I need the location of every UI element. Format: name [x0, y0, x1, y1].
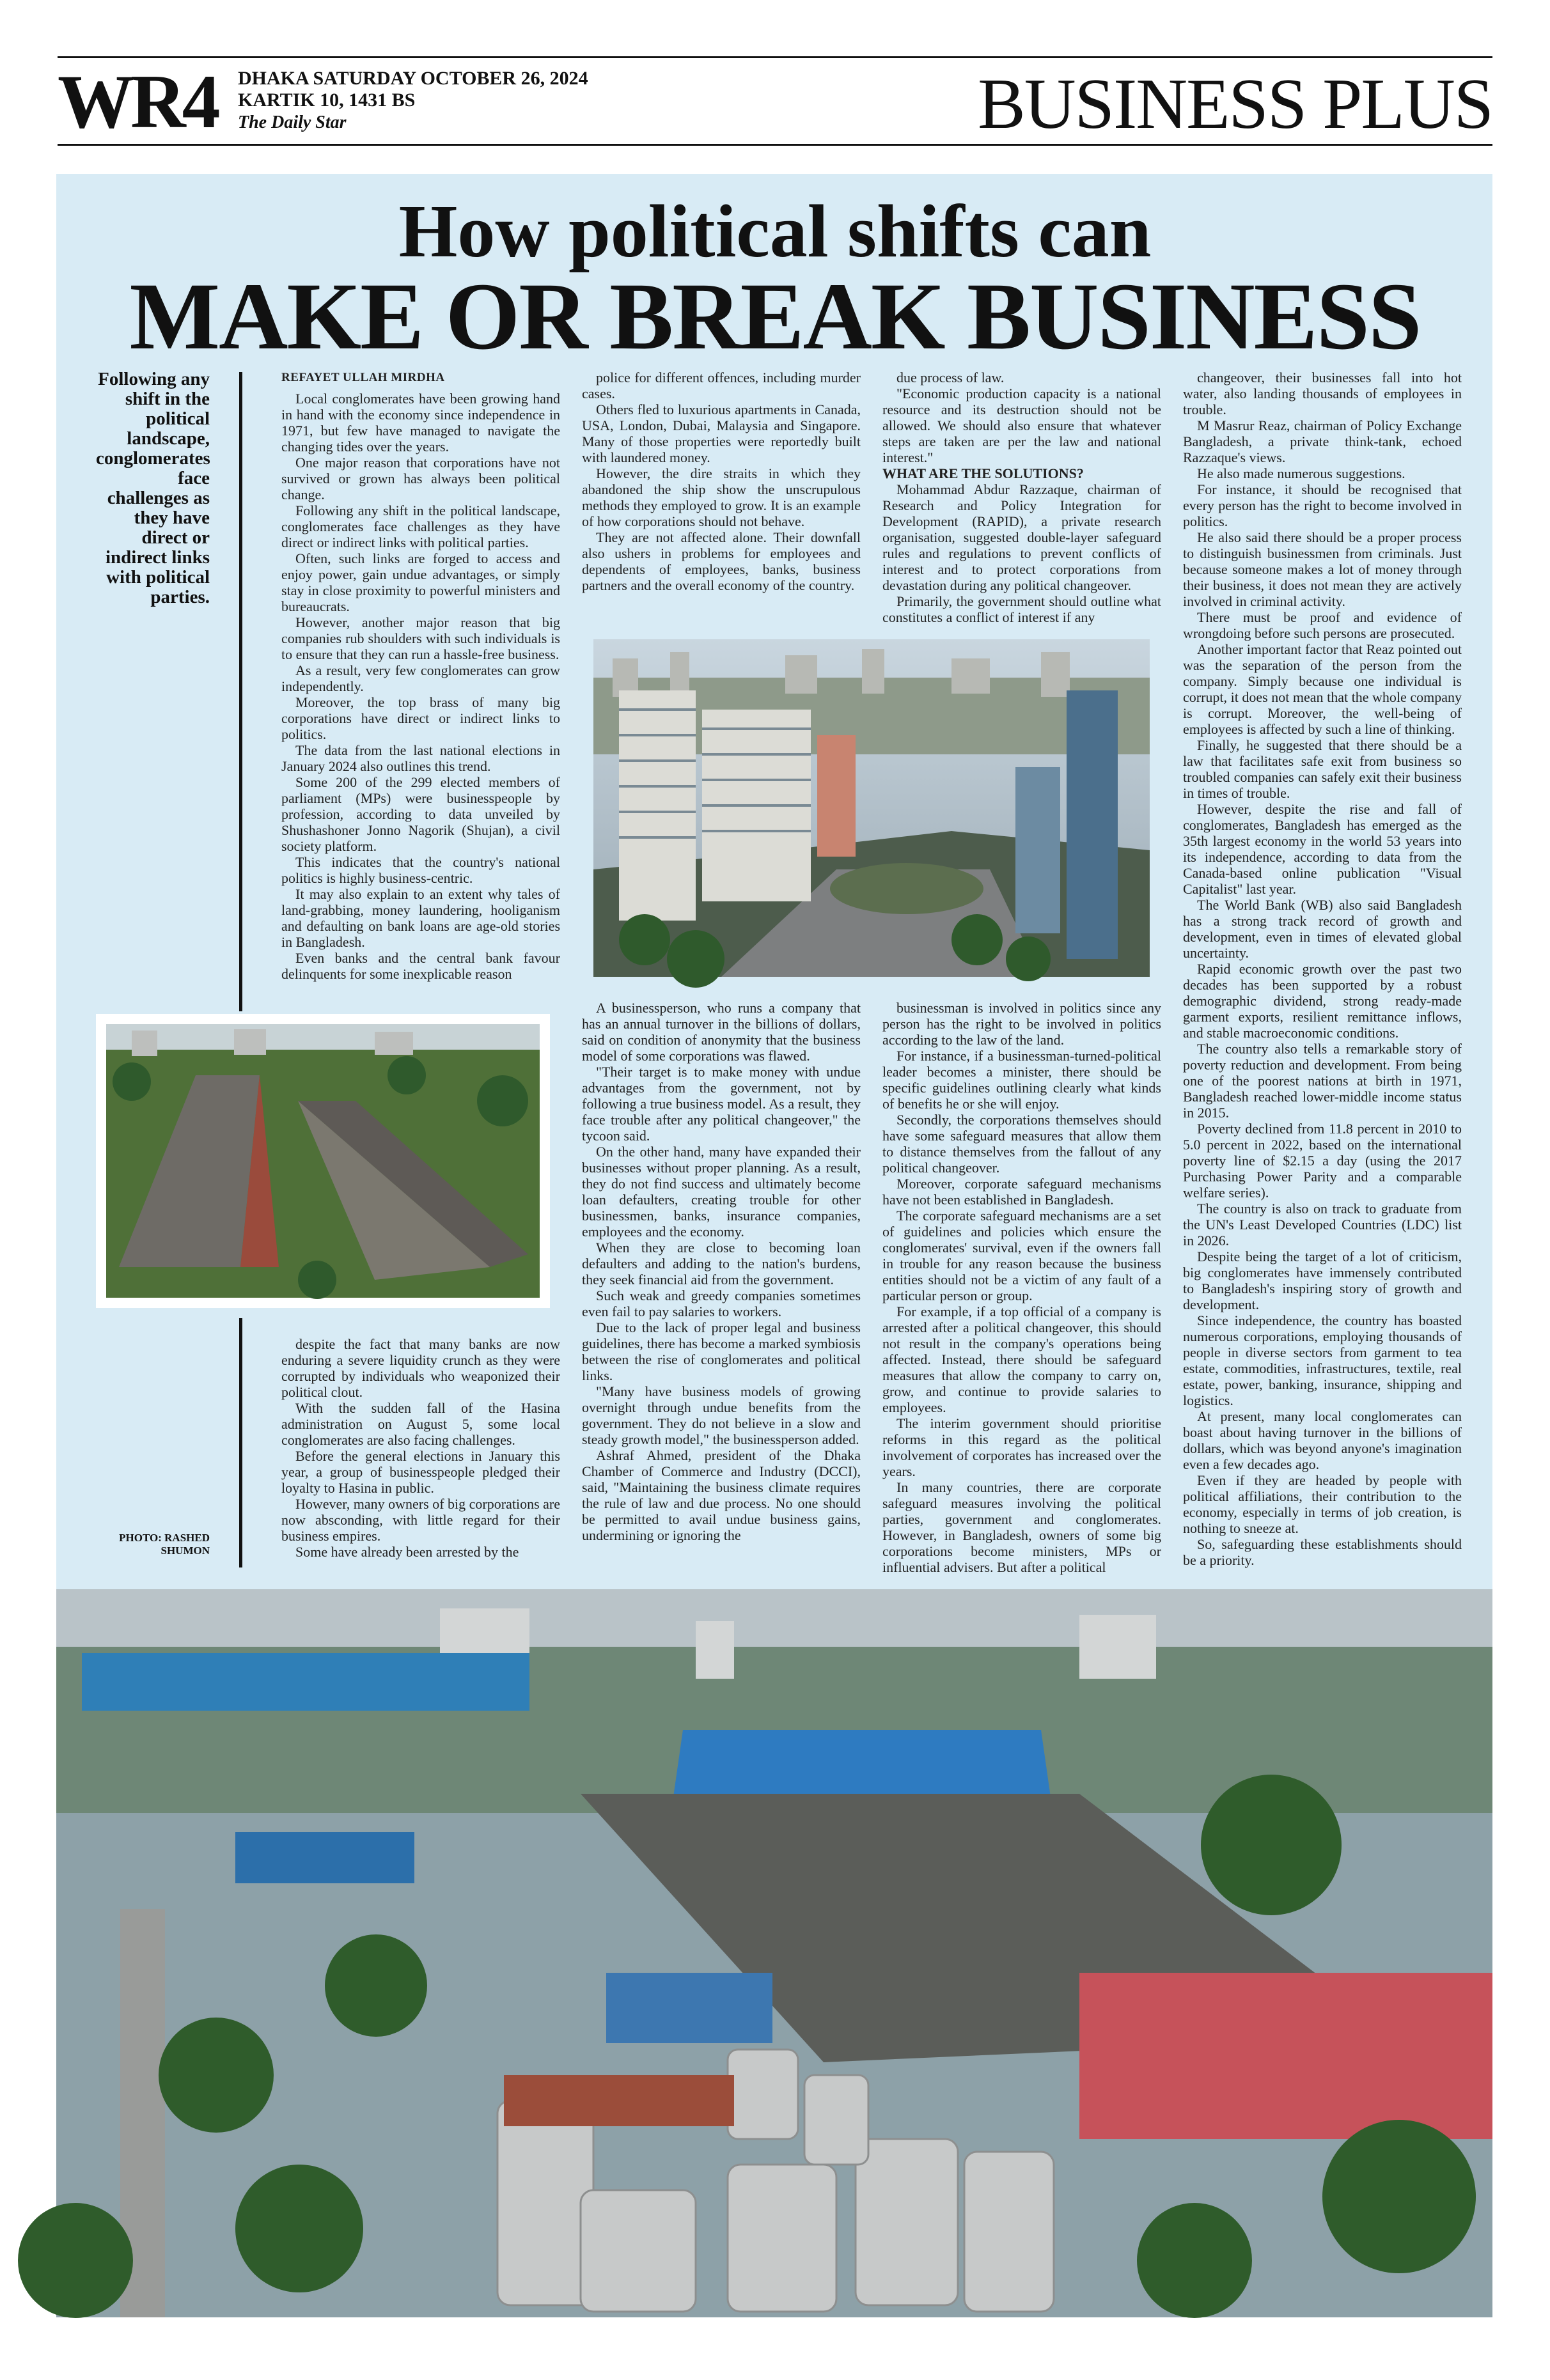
paragraph: police for different offences, including murder cases. — [582, 369, 861, 401]
paragraph: Following any shift in the political landscape, conglomerates face challenges as they have direct or indirect links with political parties. — [281, 502, 560, 550]
paragraph: Despite being the target of a lot of criticism, big conglomerates have immensely contributed to Bangladesh's inspiring story of growth and development. — [1183, 1248, 1462, 1312]
deck-quote: Following any shift in the political landscape, conglomerates face challenges as they have direct or indirect links with political parties. — [96, 369, 210, 607]
paragraph: Local conglomerates have been growing hand in hand with the economy since independence in 1971, but few have managed to navigate the changing tides over the years. — [281, 391, 560, 455]
industrial-aerial-photo — [56, 1589, 1492, 2317]
paragraph: For instance, it should be recognised that every person has the right to become involved in politics. — [1183, 481, 1462, 529]
paragraph: M Masrur Reaz, chairman of Policy Exchange Bangladesh, a private think-tank, echoed Razzaque's views. — [1183, 417, 1462, 465]
paragraph: Due to the lack of proper legal and business guidelines, there has become a marked symbiosis between the rise of conglomerates and political links. — [582, 1319, 861, 1383]
paragraph: As a result, very few conglomerates can grow independently. — [281, 662, 560, 694]
paragraph: Others fled to luxurious apartments in Canada, USA, London, Dubai, Malaysia and Singapore. Many of those properties were reportedly built with laundered money. — [582, 401, 861, 465]
paragraph: In many countries, there are corporate safeguard measures involving the political parties, government and conglomerates. However, in Bangladesh, owners of some big corporations become ministers, MPs or influential advisers. But after a political — [882, 1479, 1161, 1575]
paragraph: "Many have business models of growing overnight through undue benefits from the government. They do not believe in a slow and steady growth model," the businessperson added. — [582, 1383, 861, 1447]
paragraph: At present, many local conglomerates can boast about having turnover in the billions of dollars, which was beyond anyone's imagination even a few decades ago. — [1183, 1408, 1462, 1472]
factory-photo — [106, 1024, 540, 1298]
byline: REFAYET ULLAH MIRDHA — [281, 371, 445, 384]
dateline-bengali: KARTIK 10, 1431 BS — [238, 89, 416, 111]
paragraph: Poverty declined from 11.8 percent in 2010 to 5.0 percent in 2022, based on the international poverty line of $2.15 a day (using the 2017 Purchasing Power Parity and a comparable welfare series). — [1183, 1121, 1462, 1201]
paragraph: It may also explain to an extent why tales of land-grabbing, money laundering, hooliganism and defaulting on bank loans are age-old stories in Bangladesh. — [281, 886, 560, 950]
paragraph: businessman is involved in politics since any person has the right to be involved in politics according to the law of the land. — [882, 1000, 1161, 1048]
industrial-illustration — [56, 1589, 1492, 2317]
paragraph: One major reason that corporations have not survived or grown has always been political change. — [281, 455, 560, 502]
paragraph: However, another major reason that big companies rub shoulders with such individuals is to ensure that they can run a hassle-free business. — [281, 614, 560, 662]
paragraph: He also said there should be a proper process to distinguish businessmen from criminals. Just because someone makes a lot of money through their business, it does not mean they are actively involved in criminal activity. — [1183, 529, 1462, 609]
paragraph: Another important factor that Reaz pointed out was the separation of the person from the company. Simply because one individual is corrupt, it does not mean that the whole company is corrupt. Moreover, the well-being of employees is affected by such a line of thinking. — [1183, 641, 1462, 737]
paragraph: The interim government should prioritise reforms in this regard as the political involvement of corporates has increased over the years. — [882, 1415, 1161, 1479]
paragraph: Rapid economic growth over the past two decades has been supported by a robust demographic dividend, strong ready-made garment exports, resilient remittance inflows, and stable macroeconomic conditions. — [1183, 961, 1462, 1041]
paragraph: Ashraf Ahmed, president of the Dhaka Chamber of Commerce and Industry (DCCI), said, "Maintaining the business climate requires the rule of law and due process. No one should be permitted to avail undue business gains, undermining or ignoring the — [582, 1447, 861, 1543]
paragraph: Such weak and greedy companies sometimes even fail to pay salaries to workers. — [582, 1287, 861, 1319]
paragraph: Moreover, the top brass of many big corporations have direct or indirect links to politics. — [281, 694, 560, 742]
paragraph: The country also tells a remarkable story of poverty reduction and development. From being one of the poorest nations at birth in 1971, Bangladesh reached lower-middle income status in 2015. — [1183, 1041, 1462, 1121]
headline-line2: MAKE OR BREAK BUSINESS — [129, 263, 1421, 369]
paragraph: Primarily, the government should outline what constitutes a conflict of interest if any — [882, 593, 1161, 625]
city-aerial-illustration — [593, 639, 1150, 977]
section-title: BUSINESS PLUS — [978, 65, 1492, 144]
paragraph: This indicates that the country's national politics is highly business-centric. — [281, 854, 560, 886]
paragraph: "Economic production capacity is a national resource and its destruction should not be allowed. We should also ensure that whatever steps are taken are per the law and national interest." — [882, 385, 1161, 465]
paragraph: There must be proof and evidence of wrongdoing before such persons are prosecuted. — [1183, 609, 1462, 641]
paragraph: Since independence, the country has boasted numerous corporations, employing thousands of people in diverse sectors from garment to tea estate, commodities, infrastructures, textile, real estate, power, banking, insurance, shipping and logistics. — [1183, 1312, 1462, 1408]
paragraph: He also made numerous suggestions. — [1197, 465, 1405, 481]
paragraph: Often, such links are forged to access and enjoy power, gain undue advantages, or simply stay in close proximity to powerful ministers and bureaucrats. — [281, 550, 560, 614]
paragraph: Even banks and the central bank favour delinquents for some inexplicable reason — [281, 950, 560, 982]
paragraph: Even if they are headed by people with political affiliations, their contribution to the economy, especially in terms of job creation, is nothing to sneeze at. — [1183, 1472, 1462, 1536]
subhead: WHAT ARE THE SOLUTIONS? — [882, 465, 1084, 481]
paragraph: A businessperson, who runs a company that has an annual turnover in the billions of dollars, said on condition of anonymity that the business model of some corporations was flawed. — [582, 1000, 861, 1064]
column-rule — [239, 372, 242, 1011]
paragraph: The corporate safeguard mechanisms are a set of guidelines and policies which ensure the conglomerates' survival, even if the owners fall in trouble for any reason because the business entities should not be a victim of any fault of a particular person or group. — [882, 1208, 1161, 1303]
newspaper-logo: The Daily Star — [238, 113, 347, 132]
paragraph: Finally, he suggested that there should be a law that facilitates safe exit from business so troubled companies can safely exit their business in times of trouble. — [1183, 737, 1462, 801]
photo-credit: PHOTO: RASHED SHUMON — [119, 1532, 210, 1557]
headline-line1: How political shifts can — [398, 189, 1152, 273]
factory-illustration — [106, 1024, 540, 1298]
paragraph: The data from the last national elections in January 2024 also outlines this trend. — [281, 742, 560, 774]
paragraph: "Their target is to make money with undue advantages from the government, not by following a true business model. As a result, they face trouble after any political changeover," the tycoon said. — [582, 1064, 861, 1144]
paragraph: changeover, their businesses fall into hot water, also landing thousands of employees in trouble. — [1183, 369, 1462, 417]
dateline: DHAKA SATURDAY OCTOBER 26, 2024 — [238, 68, 588, 89]
paragraph: The country is also on track to graduate from the UN's Least Developed Countries (LDC) list in 2026. — [1183, 1201, 1462, 1248]
paragraph: Mohammad Abdur Razzaque, chairman of Research and Policy Integration for Development (RAPID), a private research organisation, suggested double-layer safeguard rules and regulations to prevent conflicts of interest and to protect corporations from devastation during any political changeover. — [882, 481, 1161, 593]
column-rule — [239, 1318, 242, 1567]
article-column-3-continued — [882, 1000, 1161, 1575]
paragraph: With the sudden fall of the Hasina administration on August 5, some local conglomerates are also facing challenges. — [281, 1400, 560, 1448]
paragraph: However, many owners of big corporations are now absconding, with little regard for their business empires. — [281, 1496, 560, 1544]
paragraph: Moreover, corporate safeguard mechanisms have not been established in Bangladesh. — [882, 1176, 1161, 1208]
article-column-4 — [1183, 369, 1462, 1568]
paragraph: When they are close to becoming loan defaulters and adding to the nation's burdens, they seek financial aid from the government. — [582, 1240, 861, 1287]
paragraph: due process of law. — [896, 369, 1005, 385]
article-column-3 — [882, 369, 1161, 670]
paragraph: So, safeguarding these establishments should be a priority. — [1183, 1536, 1462, 1568]
masthead — [58, 56, 1492, 146]
paragraph: For instance, if a businessman-turned-political leader becomes a minister, there should be specific guidelines outlining clearly what kinds of benefits he or she will enjoy. — [882, 1048, 1161, 1112]
article-column-2 — [582, 369, 861, 670]
paragraph: However, despite the rise and fall of conglomerates, Bangladesh has emerged as the 35th largest economy in the world 53 years into its independence, according to data from the Canada-based online publication "Visual Capitalist" last year. — [1183, 801, 1462, 897]
city-aerial-photo — [593, 639, 1150, 977]
paragraph: The World Bank (WB) also said Bangladesh has a strong track record of growth and development, even in times of elevated global uncertainty. — [1183, 897, 1462, 961]
column-paragraphs — [882, 481, 1161, 625]
page-number: WR4 — [58, 59, 217, 144]
paragraph: Secondly, the corporations themselves should have some safeguard measures that allow them to distance themselves from the fallout of any political changeover. — [882, 1112, 1161, 1176]
paragraph: Before the general elections in January this year, a group of businesspeople pledged their loyalty to Hasina in public. — [281, 1448, 560, 1496]
column-paragraphs — [882, 369, 1161, 465]
column-paragraphs — [281, 391, 560, 982]
paragraph: They are not affected alone. Their downfall also ushers in problems for employees and dependents of employees, banks, business partners and the overall economy of the country. — [582, 529, 861, 593]
paragraph: However, the dire straits in which they abandoned the ship show the unscrupulous methods they employed to grow. It is an example of how corporations should not behave. — [582, 465, 861, 529]
paragraph: Some have already been arrested by the — [295, 1544, 519, 1560]
paragraph: On the other hand, many have expanded their businesses without proper planning. As a result, they do not find success and ultimately become loan defaulters, creating trouble for other businessmen, banks, insurance companies, employees and the economy. — [582, 1144, 861, 1240]
paragraph: For example, if a top official of a company is arrested after a political changeover, this should not result in the company's operations being affected. Instead, there should be safeguard measures that allow the company to carry on, grow, and continue to provide salaries to employees. — [882, 1303, 1161, 1415]
article-column-1-continued — [281, 1336, 560, 1564]
paragraph: Some 200 of the 299 elected members of parliament (MPs) were businesspeople by profession, according to data unveiled by Shushashoner Jonno Nagorik (Shujan), a civil society platform. — [281, 774, 560, 854]
article-column-1 — [281, 369, 560, 1016]
paragraph: despite the fact that many banks are now enduring a severe liquidity crunch as they were corrupted by individuals who weaponized their political clout. — [281, 1336, 560, 1400]
article-column-2-continued — [582, 1000, 861, 1564]
